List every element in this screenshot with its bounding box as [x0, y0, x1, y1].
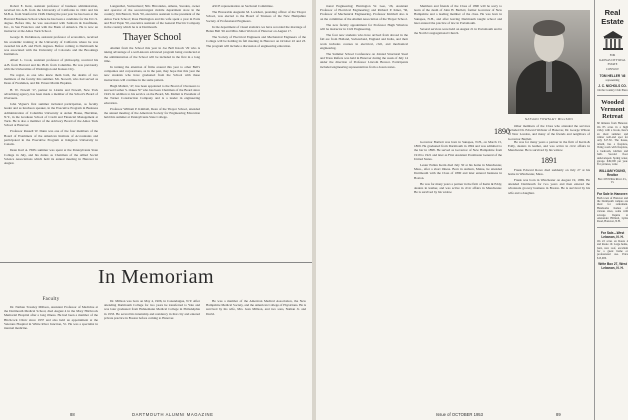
- paragraph: H. W. Nowell '17, partner in Lirams and Nowell, New York advertising agency, has been made a member of the School's Board of Overseers.: [4, 87, 98, 101]
- bank-ad-line: representing: [605, 78, 620, 82]
- in-memoriam-title: In Memoriam: [97, 266, 215, 288]
- issue-line: Issue of OCTOBER 1953: [436, 412, 483, 417]
- paragraph: Hugh Mallett, '47, has been appointed to the Board of Overseers to succeed Luther S. Oakes '97 who has been Chairman of the Board since 1943. In addition to his service on the Board, Mr. Mallett is President of the Turner Construction Company and is a leader in engineering education.: [104, 83, 200, 105]
- paragraph: In the department of visual statistics we have recorded the marriage of Helen Ball '26 and Miss Juliet Wolcott of Hanover on August 17.: [206, 24, 306, 34]
- paragraph: He was for many years a partner in the firm of Kerin & Eddy, dealers in leather, and was active in civic affairs in Manchester. He is survived by his widow.: [414, 181, 502, 195]
- paragraph: Frank was born in Winchester on August 19, 1869. He attended Dartmouth for two years and then entered the wholesale grocery business in Boston. He is survived by his wife and a daughter.: [508, 178, 590, 195]
- paragraph: He was a member of the American Medical Association, the New Hampshire Medical Society, and the American College of Physicians. He is survived by his wife, Mrs. Jean Millson, and two sons, Nathan Jr. and David.: [206, 299, 306, 316]
- right-column-1: [320, 4, 408, 71]
- paragraph: ASCE representation on Sectional Committee.: [212, 4, 274, 8]
- right-column-2-body: [414, 140, 502, 196]
- hanover-ad-heading: For Sale In Hanover:: [597, 191, 628, 196]
- bank-ad-line: CONSULT: [606, 68, 619, 72]
- left-column-1: [4, 4, 98, 167]
- building-icon: [601, 30, 625, 52]
- real-estate-title: Real Estate: [601, 8, 624, 26]
- paragraph: Dr. Nathan Towsley Millson, Assistant Professor of Medicine at the Dartmouth Medical School, died August 4 in the Mary Hitchcock Memorial Hospital after a long illness. He had been a member of the Hitchcock Clinic since 1937 and also held an appointment at the Veterans Hospital in White River Junction, Vt. He was a specialist in internal medicine.: [4, 305, 98, 331]
- paragraph: In turning the attention of firms around this year to other Bell's companies and corporations, as in the past, they hope that this year the new students who have graduated from the School with these instructions will continue in the same pattern.: [104, 65, 200, 82]
- vermont-ad-heading: Wooded Vermont Retreat: [600, 99, 625, 121]
- year-heading-1890: 1890: [494, 127, 510, 136]
- paragraph: Professor Russell W. Dunn was one of the four members of the Board of Examiners of the American Institute of Accountants and participated in the Executive Program at Kingston University in Canada.: [4, 129, 98, 147]
- paragraph: Dr. Millson was born on May 4, 1906, in Canandaigua, N.Y. After attending Dartmouth College for two years he transferred to Yale and was later graduated from Hahnemann Medical College in Philadelphia in 1933. He served his internship and residency in that city and entered private practice in Boston before coming to Hanover.: [104, 299, 200, 320]
- paragraph: Alumni from the School this year in Joe Bell Knoch '29 who is taking advantage of a well-known advanced program being conducted at the administration of the School will be included in the first in a long time.: [104, 46, 200, 63]
- real-estate-sidebar: [594, 0, 628, 420]
- paragraph: He was for many years a partner in the firm of Kerin & Eddy, dealers in leather, and was active in civic affairs in Manchester. He is survived by his widow.: [508, 140, 590, 153]
- ad-divider: [597, 188, 628, 189]
- right-column-4: [508, 140, 590, 197]
- paragraph: John Vigner's first summer included participation, as faculty leader and as luncheon speaker, in the Executive Program in Business Administration of Columbia University at Arden House, Harriman, N.Y., in the Graduate School of Credit and Financial Management at Tuck. He is also a member of the Advisory Board of the Amos Tuck School at Hanover.: [4, 102, 98, 128]
- paragraph: Albert L. Cook, assistant professor of philosophy, received his A.B. from Harvard and his Ph.D. from Columbia. He was previously with the Universities of Washington and Kansas City.: [4, 58, 98, 71]
- paragraph: The new faculty appointment for Professor Hugh Winslow will be instructor in Civil Engineering.: [320, 22, 408, 32]
- paragraph: Other members of the Class who attended the services included Dr. Edward Webster of Hanover, Dr. George Wilson of New London, and many of the friends and neighbors of Governor Bartlett.: [508, 124, 590, 141]
- paragraph: Lester Pullen Kerin died July 30 at his home in Manchester, Mass., after a short illness. Born in Auburn, Maine, he attended Dartmouth with the Class of 1890 and later entered business in Boston.: [414, 163, 502, 180]
- memoriam-column-1: [4, 295, 98, 332]
- vermont-ad-name: WILLIAM YOUNG, Realtor: [598, 168, 627, 177]
- paragraph: Langenthal, Switzerland; Nils Hirronides, Athens, Sweden, owner and operator of the second-largest mobile department store in the country; Jim Barrett, Tuck '50, executive assistant to the president of the Amos Tuck School; Ross Harrington and his wife spent a year in Paris and Fred Yaple '50, executive assistant of the General Electric Company in the country which he is at Dartmouth.: [104, 4, 200, 30]
- photo-caption: NATHAN TOWSLEY MILLSON: [524, 117, 574, 121]
- paragraph: We regret, as one who knew them both, the deaths of two members of the faculty this summer. Mr. Stowell, who had served as Dean of Freshmen, and Mr. Ernest Martin Hopkins.: [4, 73, 98, 86]
- right-column-2: [414, 4, 502, 37]
- paragraph: The four new students who have arrived from abroad in the fall are from Holland, Switzerland, England and India, and their work includes courses in electrical, civil, and mechanical engineering.: [320, 33, 408, 50]
- in-memoriam-section: [0, 262, 312, 331]
- year-heading-1891: 1891: [541, 155, 557, 165]
- bank-ad-line: J. C. NICHOLS CO.: [598, 84, 627, 89]
- lebanon-ad-heading: For Sale—West Lebanon, N. H.: [600, 230, 625, 239]
- paragraph: Dean Karl A. Hill's summer was spent at the Pennsylvania State College in July, and his duties as Chairman of the Allied Social Science Associations which held its annual meeting in Hanover in August.: [4, 148, 98, 165]
- paragraph: The Honorable Augustin M. Lockhart, presiding officer of the Thayer School, was elected to the Board of Trustees of the New Hampshire Society of Professional Engineers.: [206, 10, 306, 23]
- page-number: 88: [70, 412, 75, 417]
- paragraph: The Summer School Conference on Jointed Structural Steel and Truss Rafters was held in Hanover during the week of July 14 under the direction of Professor Lincoln Brewer. Participants included engineering representatives from a dozen states.: [320, 52, 408, 69]
- faculty-heading: Faculty: [42, 297, 60, 302]
- page-number: 89: [556, 412, 561, 417]
- bank-ad-line: TOM HELLER '46: [599, 73, 626, 78]
- paragraph: Frank Edward Rowe died suddenly on July 27 at his home in Winchester, Mass.: [508, 167, 590, 176]
- paragraph: The Society of Electrical Engineers and Mechanical Engineers of the College will be holding its fall meeting in Hanover on October 22 and 23. The program will include a discussion of engineering education.: [206, 35, 306, 48]
- bank-ad-line: FOR: [609, 54, 616, 57]
- paragraph: tional Engineering; Harrington W. Gee, '26, Assistant Professor of Electrical Engineering; and Richard P. Kiner, '36, Professor of Mechanical Engineering. Professor Kimball also is on the committee of the Alumni Association of the Thayer School.: [320, 4, 408, 21]
- lebanon-ad-body: On 22 acres on Route 4 and Route 10. Large home, barn, new roof, excellent for a guest home or professional use. Price $15,000.: [597, 239, 628, 260]
- portrait-photo: [508, 10, 590, 114]
- ad-divider: [597, 95, 628, 96]
- bank-ad-line: KANSAS CITY REAL ESTATE: [599, 59, 626, 66]
- paragraph: Several services were held on August 21 in Portsmouth and in the North Congregational Church.: [414, 27, 502, 36]
- vermont-ad-address: Box 108 White River Jct., Vt.: [597, 177, 628, 185]
- hanover-ad-body: Both town of Hanover and the Dartmouth campus are ideal for retirement. Handsome homes of various sizes, some with acreage. Inquire at Alexander Hilliard, Lyme Road, Hanover, N.H.: [597, 196, 628, 224]
- paragraph: George D. Dobkinson, assistant professor of economics, received his academic training at the University of California where he was awarded his A.B. and Ph.D. degrees. Before coming to Dartmouth he was associated with the University of Colorado and the Brookings Institution.: [4, 35, 98, 57]
- lebanon-ad-contact: Write Box 27, West Lebanon, N. H.: [598, 262, 627, 271]
- paragraph: Governor Bartlett was born in Sunapee, N.H., on March 15, 1869. He graduated from Dartmouth in 1894 and was admitted to the bar in 1898. He served as Governor of New Hampshire from 1919 to 1921 and later as First Assistant Postmaster General of the United States.: [414, 140, 502, 161]
- bank-ad-line: On the Country Club Plaza: [597, 89, 628, 93]
- right-page: [316, 0, 628, 420]
- memoriam-column-2: [104, 299, 200, 322]
- left-page: [0, 0, 312, 420]
- left-column-3: [206, 4, 306, 260]
- memoriam-column-3: [206, 299, 306, 318]
- paragraph: Professor William P. Kimball, Dean of the Thayer School, attended the annual meeting of the American Society for Engineering Education held this summer at Pennsylvania State College.: [104, 106, 200, 120]
- paragraph: Members and friends of the Class of 1890 will be sorry to learn of the death of John H. Bartlett, former Governor of New Hampshire and a leading member of the class. He was born in Sunapee, N.H., and after leaving Dartmouth taught school and later entered the practice of law in Portsmouth.: [414, 4, 502, 25]
- vermont-ad-body: 60 minutes from Hanover. On 85 acres in a high valley with a brook, here's an ideal summer and winter well-and spot for only $17.50. The house, rebuilt, has a fireplace, living room with fireplace, a bedroom, kitchen and bath. Second floor undeveloped. Spring water, garage. $49,500 per year. For pictures, write: [597, 122, 628, 167]
- left-column-2: [104, 4, 200, 260]
- paragraph: Robert E. Kent, assistant professor of business administration, received his A.B. from the University of California in 1941 and his M.B.A. from Stanford in 1948. During the past year he has been at the Harvard Business School where he has been a candidate for the D.C.S. degree. Before this, he was associated with Sanborn & Kaufmann, Inc., in San Francisco and with the Bank of America. He is now an instructor at the Amos Tuck School.: [4, 4, 98, 34]
- magazine-title: DARTMOUTH ALUMNI MAGAZINE: [132, 412, 214, 417]
- thayer-school-heading: Thayer School: [122, 32, 182, 44]
- ad-divider: [597, 227, 628, 228]
